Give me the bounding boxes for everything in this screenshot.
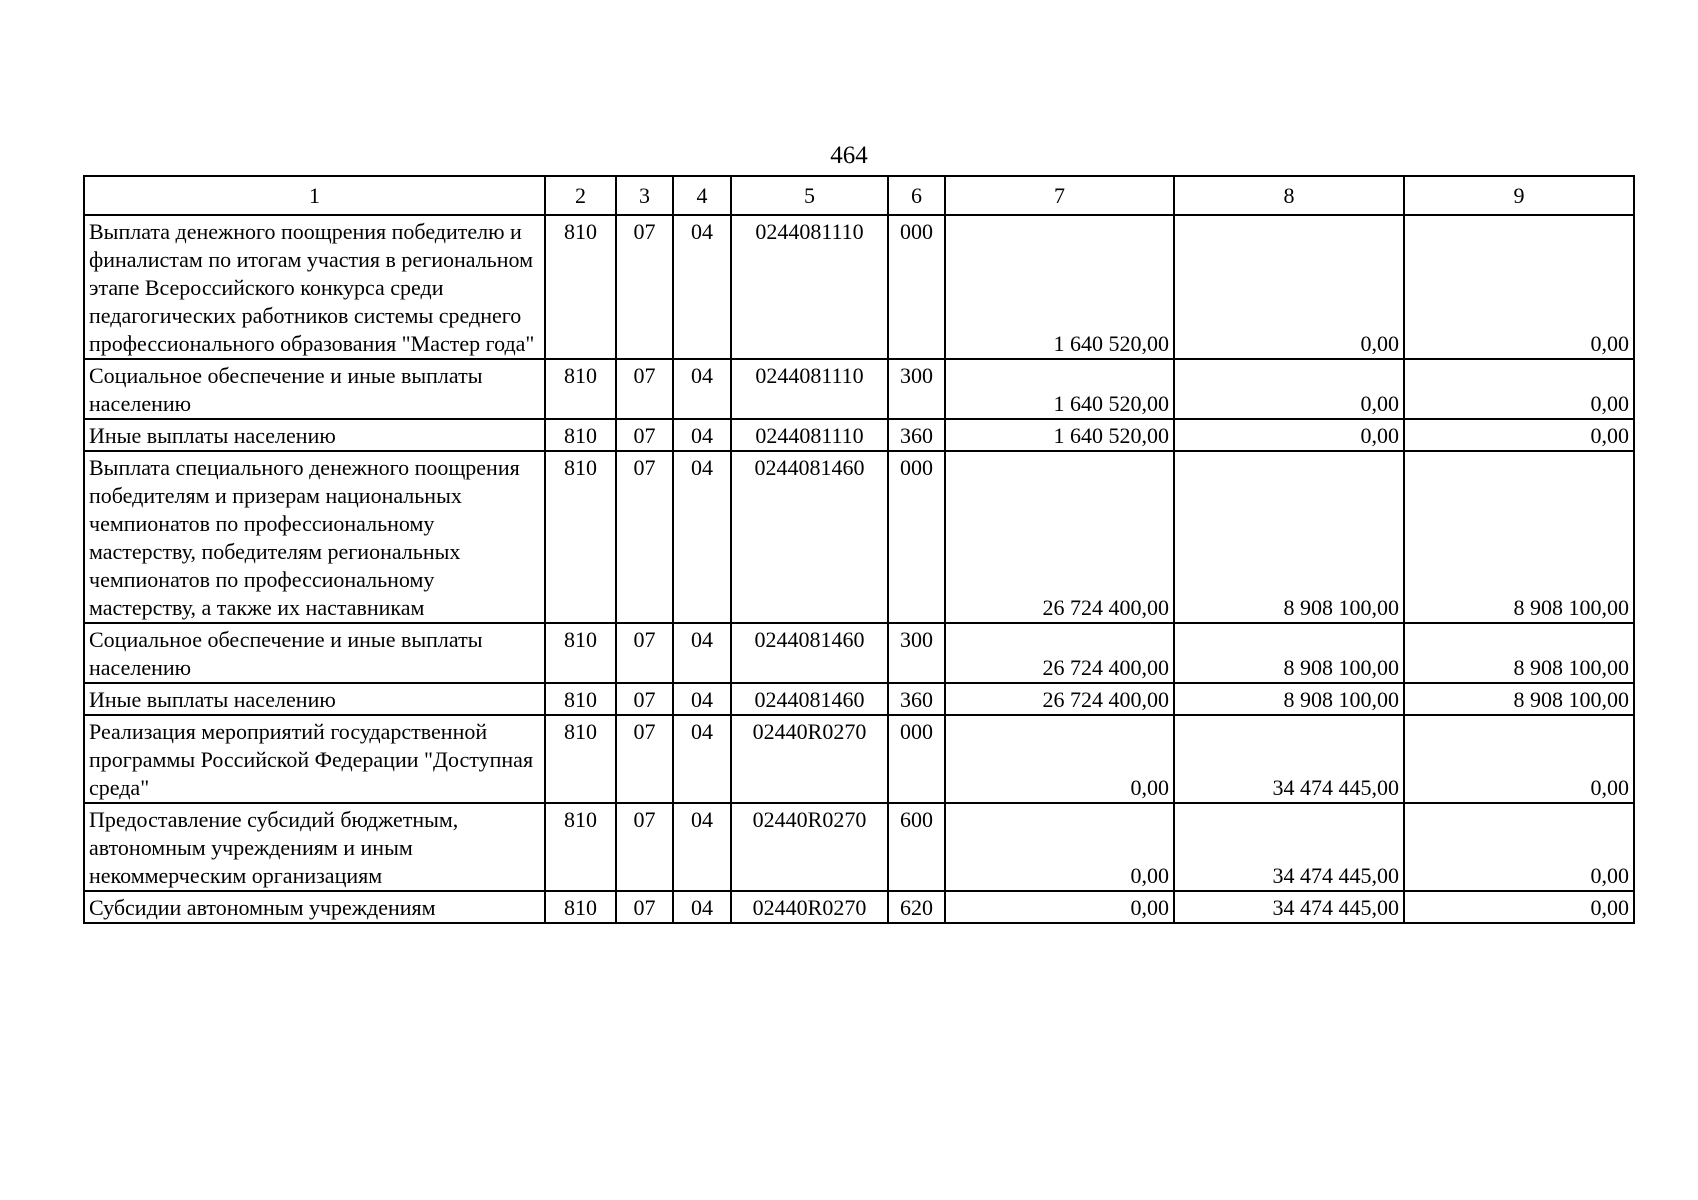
code-cell: 07: [616, 359, 673, 419]
code-cell: 810: [545, 715, 616, 803]
code-cell: 0244081110: [731, 359, 888, 419]
item-name-cell: Выплата денежного поощрения победителю и финалистам по итогам участия в региональном этапе Всероссийского конкурса среди педагогических работников системы среднего профессионального образования "Мастер года": [84, 215, 545, 359]
amount-cell: 1 640 520,00: [945, 359, 1174, 419]
code-cell: 04: [673, 215, 731, 359]
code-cell: 02440R0270: [731, 803, 888, 891]
table-row: [84, 803, 1634, 891]
table-row: [84, 891, 1634, 923]
amount-cell: 8 908 100,00: [1404, 451, 1634, 623]
amount-cell: 26 724 400,00: [945, 623, 1174, 683]
page-number: 464: [830, 142, 868, 169]
column-header: 3: [616, 176, 673, 215]
code-cell: 000: [888, 215, 945, 359]
code-cell: 02440R0270: [731, 715, 888, 803]
table-row: [84, 451, 1634, 623]
code-cell: 000: [888, 451, 945, 623]
code-cell: 620: [888, 891, 945, 923]
item-name-cell: Реализация мероприятий государственной программы Российской Федерации "Доступная среда": [84, 715, 545, 803]
code-cell: 0244081110: [731, 419, 888, 451]
code-cell: 300: [888, 359, 945, 419]
header-row: [84, 176, 1634, 215]
code-cell: 04: [673, 803, 731, 891]
item-name-cell: Иные выплаты населению: [84, 419, 545, 451]
amount-cell: 34 474 445,00: [1174, 715, 1404, 803]
column-header: 4: [673, 176, 731, 215]
code-cell: 810: [545, 451, 616, 623]
item-name-cell: Социальное обеспечение и иные выплаты населению: [84, 359, 545, 419]
item-name-cell: Предоставление субсидий бюджетным, автономным учреждениям и иным некоммерческим организациям: [84, 803, 545, 891]
table-row: [84, 419, 1634, 451]
amount-cell: 0,00: [1404, 359, 1634, 419]
code-cell: 810: [545, 683, 616, 715]
code-cell: 300: [888, 623, 945, 683]
table-row: [84, 715, 1634, 803]
amount-cell: 0,00: [945, 891, 1174, 923]
column-header: 2: [545, 176, 616, 215]
item-name-cell: Иные выплаты населению: [84, 683, 545, 715]
code-cell: 07: [616, 419, 673, 451]
amount-cell: 8 908 100,00: [1174, 623, 1404, 683]
code-cell: 0244081460: [731, 451, 888, 623]
code-cell: 04: [673, 359, 731, 419]
code-cell: 810: [545, 803, 616, 891]
code-cell: 04: [673, 715, 731, 803]
column-header: 7: [945, 176, 1174, 215]
amount-cell: 0,00: [1174, 359, 1404, 419]
code-cell: 810: [545, 359, 616, 419]
code-cell: 07: [616, 215, 673, 359]
code-cell: 810: [545, 215, 616, 359]
amount-cell: 0,00: [1404, 803, 1634, 891]
amount-cell: 0,00: [1404, 419, 1634, 451]
amount-cell: 0,00: [945, 715, 1174, 803]
code-cell: 04: [673, 683, 731, 715]
amount-cell: 26 724 400,00: [945, 683, 1174, 715]
amount-cell: 0,00: [1404, 215, 1634, 359]
code-cell: 360: [888, 683, 945, 715]
amount-cell: 1 640 520,00: [945, 419, 1174, 451]
amount-cell: 0,00: [1404, 715, 1634, 803]
amount-cell: 8 908 100,00: [1174, 451, 1404, 623]
code-cell: 0244081460: [731, 623, 888, 683]
amount-cell: 34 474 445,00: [1174, 803, 1404, 891]
amount-cell: 1 640 520,00: [945, 215, 1174, 359]
column-header: 5: [731, 176, 888, 215]
amount-cell: 0,00: [1174, 215, 1404, 359]
code-cell: 0244081110: [731, 215, 888, 359]
code-cell: 360: [888, 419, 945, 451]
code-cell: 000: [888, 715, 945, 803]
column-header: 9: [1404, 176, 1634, 215]
item-name-cell: Социальное обеспечение и иные выплаты населению: [84, 623, 545, 683]
code-cell: 07: [616, 891, 673, 923]
amount-cell: 8 908 100,00: [1404, 683, 1634, 715]
amount-cell: 0,00: [1174, 419, 1404, 451]
code-cell: 07: [616, 715, 673, 803]
amount-cell: 26 724 400,00: [945, 451, 1174, 623]
amount-cell: 0,00: [945, 803, 1174, 891]
code-cell: 04: [673, 891, 731, 923]
amount-cell: 0,00: [1404, 891, 1634, 923]
column-header: 1: [84, 176, 545, 215]
table-row: [84, 683, 1634, 715]
table-row: [84, 359, 1634, 419]
code-cell: 07: [616, 803, 673, 891]
amount-cell: 34 474 445,00: [1174, 891, 1404, 923]
code-cell: 04: [673, 623, 731, 683]
code-cell: 810: [545, 623, 616, 683]
column-header: 8: [1174, 176, 1404, 215]
column-header: 6: [888, 176, 945, 215]
code-cell: 04: [673, 419, 731, 451]
code-cell: 810: [545, 419, 616, 451]
item-name-cell: Субсидии автономным учреждениям: [84, 891, 545, 923]
code-cell: 810: [545, 891, 616, 923]
code-cell: 07: [616, 451, 673, 623]
code-cell: 04: [673, 451, 731, 623]
code-cell: 07: [616, 623, 673, 683]
code-cell: 02440R0270: [731, 891, 888, 923]
code-cell: 0244081460: [731, 683, 888, 715]
code-cell: 600: [888, 803, 945, 891]
table-row: [84, 215, 1634, 359]
amount-cell: 8 908 100,00: [1404, 623, 1634, 683]
item-name-cell: Выплата специального денежного поощрения победителям и призерам национальных чемпионатов по профессиональному мастерству, победителям региональных чемпионатов по профессиональному мастерству, а также их наставникам: [84, 451, 545, 623]
table-row: [84, 623, 1634, 683]
code-cell: 07: [616, 683, 673, 715]
amount-cell: 8 908 100,00: [1174, 683, 1404, 715]
budget-table: [83, 175, 1635, 924]
